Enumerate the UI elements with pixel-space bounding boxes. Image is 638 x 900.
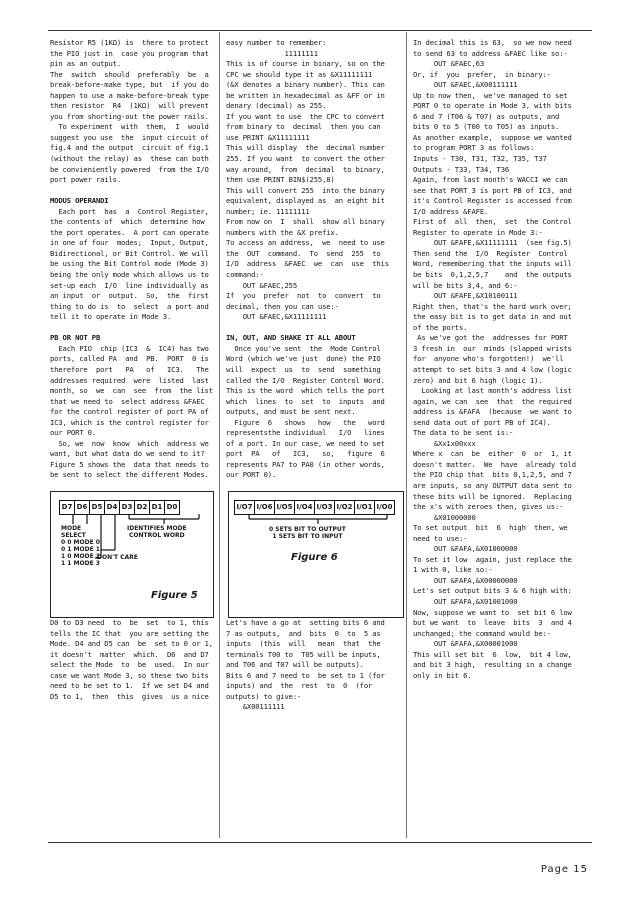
- text-line: see that PORT 3 is port PB of IC3, and: [413, 185, 572, 195]
- text-line: be using the Bit Control mode (Mode 3): [50, 259, 209, 269]
- text-line: break-before-make type, but if you do: [50, 80, 209, 90]
- figure-label-line: CONTROL WORD: [129, 532, 185, 539]
- text-line: select the Mode to be used. In our: [50, 660, 209, 670]
- text-line: Let's have a go at setting bits 6 and: [226, 618, 385, 628]
- text-line: Figure 6 shows how the word: [226, 417, 385, 427]
- text-line: So, we now know which address we: [50, 438, 209, 448]
- text-line: To set output bit 6 high then, we: [413, 523, 568, 533]
- text-line: Or, if you prefer, in binary:-: [413, 69, 551, 79]
- text-line: Bits 6 and 7 need to be set to 1 (for: [226, 670, 385, 680]
- dont-care-label: DON'T CARE: [97, 554, 138, 561]
- text-line: &Xx1x00xxx: [413, 438, 476, 448]
- text-line: pin as an output.: [50, 59, 122, 69]
- figure-5-caption: Figure 5: [151, 590, 198, 601]
- text-line: fig.4 and the output circuit of fig.1: [50, 143, 209, 153]
- text-line: Register to operate in Mode 3:-: [413, 227, 543, 237]
- text-line: (without the relay) as these can both: [50, 154, 209, 164]
- text-line: terminals T00 to T05 will be inputs,: [226, 649, 381, 659]
- text-line: easy number to remember:: [226, 38, 327, 47]
- text-line: zero) and bit 6 high (logic 1).: [413, 375, 543, 385]
- figure-label-line: 1 SETS BIT TO INPUT: [272, 533, 343, 540]
- text-line: CPC we should type it as &X11111111: [226, 69, 373, 79]
- text-line: Right then, that's the hard work over;: [413, 301, 572, 311]
- bit-cell: I/O4: [295, 501, 315, 514]
- text-line: Let's set output bits 3 & 6 high with:: [413, 586, 572, 596]
- text-line: This will display the decimal number: [226, 143, 385, 153]
- text-line: of a port. In our case, we need to set: [226, 438, 385, 448]
- figure-label-line: 0 SETS BIT TO OUTPUT: [269, 526, 346, 533]
- text-line: 1 with 0, like so:-: [413, 565, 493, 575]
- figure-label-line: SELECT: [61, 532, 86, 539]
- output-input-legend: [269, 526, 346, 540]
- text-line: it's Control Register is accessed from: [413, 196, 572, 206]
- text-line: IN, OUT, AND SHAKE IT ALL ABOUT: [226, 333, 356, 343]
- text-line: are inputs, so any OUTPUT data sent to: [413, 480, 572, 490]
- text-line: Word, remembering that the inputs will: [413, 259, 572, 269]
- text-line: inputs (this will mean that the: [226, 639, 381, 649]
- text-line: To experiment with them, I would: [50, 122, 209, 132]
- text-line: I/O address &FAEC we can use this: [226, 259, 389, 269]
- text-line: again, we can see that the required: [413, 396, 572, 406]
- text-line: decimal, then you can use:-: [226, 301, 339, 311]
- text-line: This is of course in binary, so on the: [226, 59, 385, 69]
- text-line: you from shorting-out the power rails.: [50, 111, 209, 121]
- text-line: Mode. D4 and D5 can be set to 0 or 1,: [50, 639, 213, 649]
- text-line: therefore port PA of IC3. The: [50, 364, 209, 374]
- bit-cell: D5: [90, 501, 105, 514]
- figure-label-line: MODE: [61, 525, 82, 532]
- figure-label-line: 1 1 MODE 3: [61, 560, 100, 567]
- text-line: 7 as outputs, and bits 0 to 5 as: [226, 628, 381, 638]
- text-line: then resistor R4 (1KΩ) will prevent: [50, 101, 209, 111]
- text-line: tell it to operate in Mode 3.: [50, 312, 172, 322]
- text-line: This will convert 255 into the binary: [226, 185, 385, 195]
- text-line: Resistor R5 (1KΩ) is there to protect: [50, 38, 209, 47]
- text-line: To set it low again, just replace the: [413, 554, 572, 564]
- text-line: As we've got the addresses for PORT: [413, 333, 568, 343]
- text-line: thing to do is to select a port and: [50, 301, 209, 311]
- text-line: D0 to D3 need to be set to 1, this: [50, 618, 209, 628]
- text-line: outputs) to give:-: [226, 691, 302, 701]
- text-line: OUT &FAEC,&X00111111: [413, 80, 518, 90]
- text-line: be bits 0,1,2,5,7 and the outputs: [413, 270, 572, 280]
- text-line: the port operates. A port can operate: [50, 227, 209, 237]
- text-line: IC3, which is the control register for: [50, 417, 209, 427]
- text-line: tells the IC that you are setting the: [50, 628, 209, 638]
- text-line: [226, 323, 402, 334]
- text-line: Where x can be either 0 or 1, it: [413, 449, 572, 459]
- text-line: OUT &FAFA,&X00001000: [413, 639, 518, 649]
- bit-cell: I/O3: [315, 501, 335, 514]
- text-line: PB OR NOT PB: [50, 333, 101, 343]
- text-line: In decimal this is 63, so we now need: [413, 38, 572, 47]
- text-line: OUT &FAEC,63: [413, 59, 485, 69]
- bit-cell: I/O6: [255, 501, 275, 514]
- text-line: the easy bit is to get data in and out: [413, 312, 572, 322]
- text-line: will expect us to send something: [226, 364, 381, 374]
- text-line: to send 63 to address &FAEC like so:-: [413, 48, 568, 58]
- text-line: D5 to 1, then this gives us a nice: [50, 691, 209, 701]
- text-line: our PORT 0.: [50, 428, 96, 438]
- text-line: want, but what data do we send to it?: [50, 449, 205, 459]
- text-line: and T06 and T07 will be outputs).: [226, 660, 364, 670]
- text-line: from binary to decimal then you can: [226, 122, 381, 132]
- figure-label-line: IDENTIFIES MODE: [127, 525, 187, 532]
- text-line: &X01000000: [413, 512, 476, 522]
- text-line: The switch should preferably be a: [50, 69, 209, 79]
- text-line: be sent to select the different Modes.: [50, 470, 209, 480]
- text-line: numbers with the &X prefix.: [226, 227, 339, 237]
- text-line: Again, from last month's WACCI we can: [413, 175, 568, 185]
- text-line: it doesn't matter which. D6 and D7: [50, 649, 209, 659]
- text-line: Word (which we've just done) the PIO: [226, 354, 381, 364]
- text-line: month, so we can see from the list: [50, 386, 213, 396]
- figure-6-caption: Figure 6: [291, 552, 338, 563]
- text-line: Each port has a Control Register,: [50, 206, 209, 216]
- text-line: equivalent, displayed as an eight bit: [226, 196, 385, 206]
- text-line: This will set bit 6 low, bit 4 low,: [413, 649, 572, 659]
- text-line: OUT &FAFA,&X01001000: [413, 596, 518, 606]
- text-line: outputs, and must be sent next.: [226, 407, 356, 417]
- figure-6-box: [228, 491, 404, 618]
- bit-cell: D6: [75, 501, 90, 514]
- text-line: 6 and 7 (T06 & T07) as outputs, and: [413, 111, 560, 121]
- bit-cell: D4: [105, 501, 120, 514]
- text-line: Figure 5 shows the data that needs to: [50, 459, 209, 469]
- text-line: OUT &FAFE,&X10100111: [413, 291, 518, 301]
- text-line: these bits will be ignored. Replacing: [413, 491, 572, 501]
- text-line: command:-: [226, 270, 264, 280]
- text-line: Inputs - T30, T31, T32, T35, T37: [413, 154, 547, 164]
- text-line: only in bit 6.: [413, 670, 472, 680]
- text-line: the PIO just in case you program that: [50, 48, 209, 58]
- bit-cell: D7: [60, 501, 75, 514]
- text-line: inputs) and the rest to 0 (for: [226, 681, 373, 691]
- figure-label-line: 0 1 MODE 1: [61, 546, 100, 553]
- text-line: [50, 186, 215, 197]
- text-line: OUT &FAFE,&X11111111 (see fig.5): [413, 238, 572, 248]
- text-line: 255. If you want to convert the other: [226, 154, 385, 164]
- text-line: number; ie. 11111111: [226, 206, 310, 216]
- text-line: way around, from decimal to binary,: [226, 164, 385, 174]
- text-line: Once you've sent the Mode Control: [226, 343, 381, 353]
- text-line: I/O address &FAFE.: [413, 206, 489, 216]
- text-line: being the only mode which allows us to: [50, 270, 209, 280]
- text-line: the PIO chip that bits 0,1,2,5, and 7: [413, 470, 572, 480]
- text-line: &X00111111: [226, 702, 285, 712]
- column-divider-left: [219, 32, 220, 838]
- text-line: [50, 323, 215, 334]
- text-line: need to be set to 1. If we set D4 and: [50, 681, 209, 691]
- text-line: Up to now then, we've managed to set: [413, 90, 568, 100]
- text-line: suggest you use the input circuit of: [50, 132, 209, 142]
- text-line: PORT 0 to operate in Mode 3, with bits: [413, 101, 572, 111]
- text-line: which lines to set to inputs and: [226, 396, 385, 406]
- text-line: This is the word which tells the port: [226, 386, 385, 396]
- bit-cell: D3: [120, 501, 135, 514]
- text-line: 3 fresh in our minds (slapped wrists: [413, 343, 572, 353]
- text-line: represents PA7 to PA0 (in other words,: [226, 459, 385, 469]
- text-line: address is &FAFA (because we want to: [413, 407, 572, 417]
- text-line: Each PIO chip (IC3 & IC4) has two: [50, 343, 209, 353]
- text-line: Now, suppose we want to set bit 6 low: [413, 607, 572, 617]
- text-line: port PA of IC3, so, figure 6: [226, 449, 385, 459]
- text-line: the x's with zeroes then, gives us:-: [413, 502, 564, 512]
- bit-cell: D2: [135, 501, 150, 514]
- text-line: to program PORT 3 as follows:: [413, 143, 535, 153]
- text-line: the OUT command. To send 255 to: [226, 248, 381, 258]
- text-line: then use PRINT BIN$(255,8): [226, 175, 335, 185]
- text-line: called the I/O Register Control Word.: [226, 375, 385, 385]
- text-line: attempt to set bits 3 and 4 low (logic: [413, 364, 572, 374]
- text-line: in one of four modes; Input, Output,: [50, 238, 209, 248]
- text-line: If you prefer not to convert to: [226, 291, 381, 301]
- text-line: be convieniently powered from the I/O: [50, 164, 209, 174]
- text-line: but we want to leave bits 3 and 4: [413, 618, 572, 628]
- text-line: OUT &FAFA,&X00000000: [413, 575, 518, 585]
- text-line: 11111111: [226, 48, 318, 58]
- text-line: OUT &FAEC,&X11111111: [226, 312, 327, 322]
- bit-cell: I/O1: [355, 501, 375, 514]
- text-line: addresses required were listed last: [50, 375, 209, 385]
- bit-cell: I/O5: [275, 501, 295, 514]
- text-line: that we need to select address &FAEC: [50, 396, 205, 406]
- text-line: Looking at last month's address list: [413, 386, 572, 396]
- text-line: the contents of which determine how: [50, 217, 205, 227]
- text-line: happen to use a make-before-break type: [50, 90, 209, 100]
- text-line: case we want Mode 3, so these two bits: [50, 670, 209, 680]
- text-line: port power rails.: [50, 175, 122, 185]
- text-line: bits 0 to 5 (T00 to T05) as inputs.: [413, 122, 560, 132]
- page-number: Page 15: [540, 864, 588, 875]
- figure-5-box: [50, 491, 214, 618]
- text-line: doesn't matter. We have already told: [413, 459, 576, 469]
- text-line: OUT &FAEC,255: [226, 280, 298, 290]
- text-line: unchanged; the command would be:-: [413, 628, 551, 638]
- text-column-right: [413, 38, 589, 681]
- text-line: set-up each I/O line individually as: [50, 280, 209, 290]
- text-line: be written in hexadecimal as &FF or in: [226, 90, 385, 100]
- text-line: for anyone who's forgotten!) we'll: [413, 354, 564, 364]
- text-line: our PORT 0).: [226, 470, 277, 480]
- text-line: (&X denotes a binary number). This can: [226, 80, 385, 90]
- text-line: send data out of port PB of IC4).: [413, 417, 551, 427]
- text-line: need to use:-: [413, 533, 468, 543]
- bit-cell: I/O7: [235, 501, 255, 514]
- text-line: an input or output. So, the first: [50, 291, 209, 301]
- text-line: will be bits 3,4, and 6:-: [413, 280, 518, 290]
- text-line: MODUS OPERANDI: [50, 196, 109, 206]
- text-line: [226, 481, 402, 492]
- bit-cell: I/O0: [376, 503, 393, 511]
- text-line: If you want to use the CPC to convert: [226, 111, 385, 121]
- text-line: The data to be sent is:-: [413, 428, 514, 438]
- text-line: use PRINT &X11111111: [226, 132, 310, 142]
- text-line: From now on I shall show all binary: [226, 217, 385, 227]
- bit-cell: I/O2: [335, 501, 355, 514]
- text-line: denary (decimal) as 255.: [226, 101, 327, 111]
- text-line: Outputs - T33, T34, T36: [413, 164, 510, 174]
- text-line: for the control register of port PA of: [50, 407, 209, 417]
- figure-label-line: 1 0 MODE 2: [61, 553, 100, 560]
- footer-rule: [48, 842, 592, 843]
- column-divider-right: [406, 32, 407, 838]
- text-line: As another example, suppose we wanted: [413, 132, 572, 142]
- text-line: To access an address, we need to use: [226, 238, 385, 248]
- text-line: ports, called PA and PB. PORT 0 is: [50, 354, 209, 364]
- figure-label-line: 0 0 MODE 0: [61, 539, 100, 546]
- text-line: and bit 3 high, resulting in a change: [413, 660, 572, 670]
- text-line: representsthe individual I/O lines: [226, 428, 385, 438]
- header-rule: [48, 30, 592, 31]
- text-line: of the ports.: [413, 322, 468, 332]
- text-line: Then send the I/O Register Control: [413, 248, 568, 258]
- text-line: Bidirectional, or Bit Control. We will: [50, 248, 209, 258]
- bit-cell: D1: [150, 501, 165, 514]
- text-line: [50, 481, 215, 492]
- bit-cell: D0: [166, 503, 178, 511]
- text-line: OUT &FAFA,&X01000000: [413, 544, 518, 554]
- text-line: First of all then, set the Control: [413, 217, 572, 227]
